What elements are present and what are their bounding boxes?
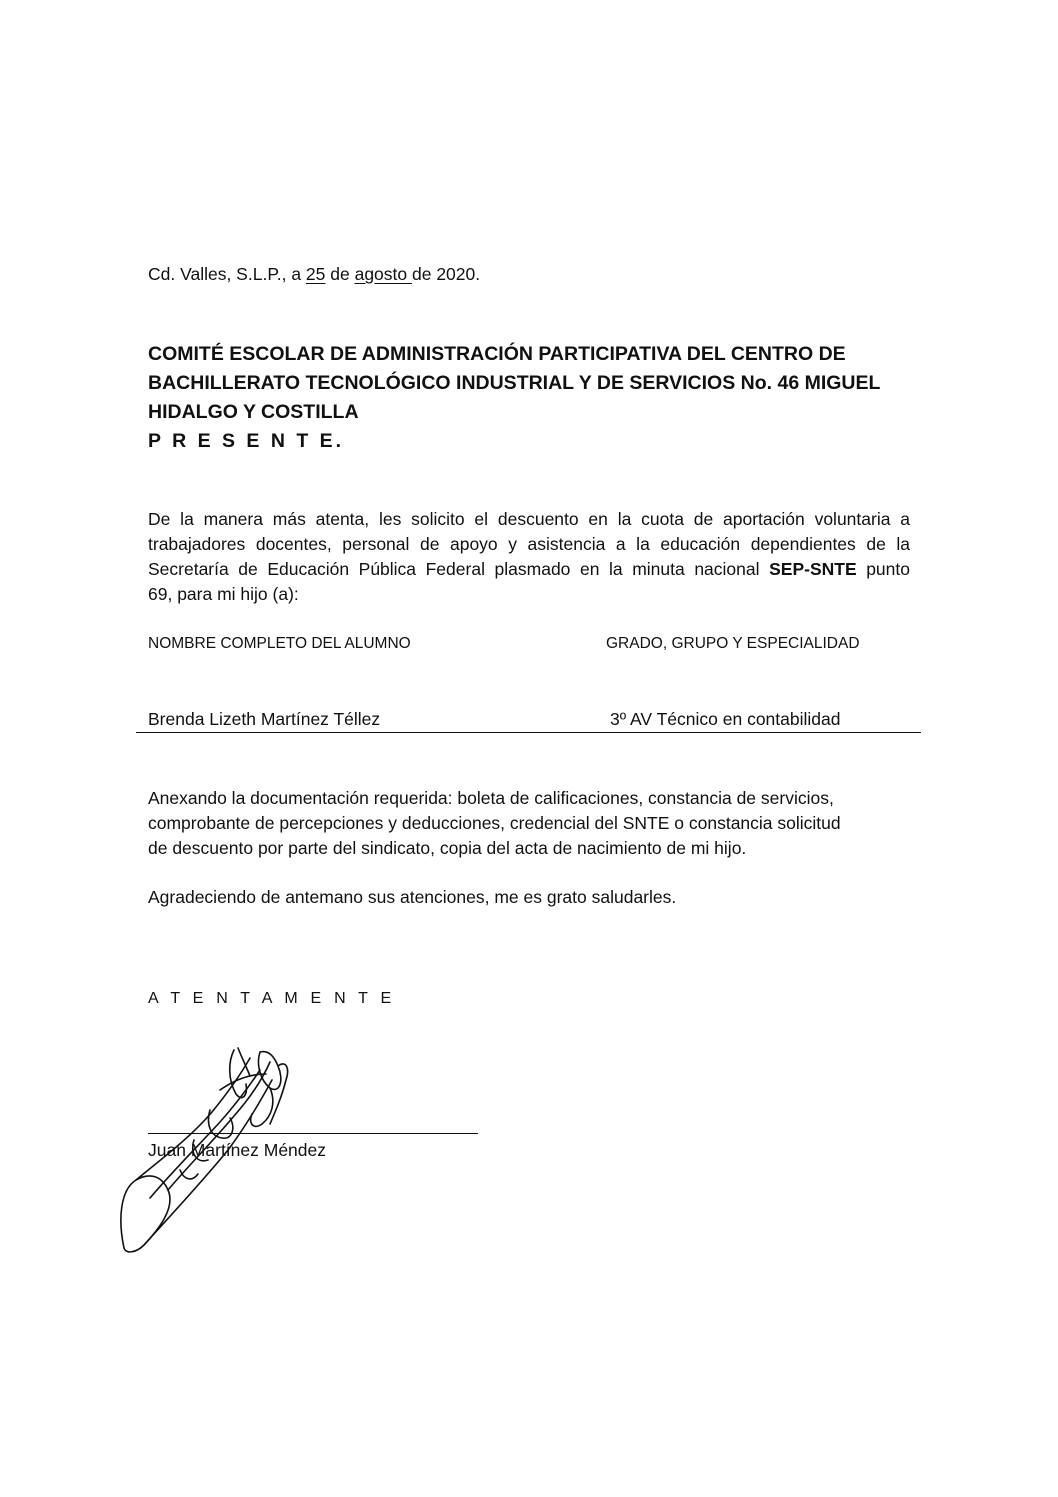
closing-atentamente: A T E N T A M E N T E <box>148 990 396 1007</box>
date-line <box>148 262 480 287</box>
body-line-3-suffix: punto <box>856 559 910 579</box>
annex-line-2: comprobante de percepciones y deducciones, credencial del SNTE o constancia solicitud <box>148 813 841 833</box>
student-name-header: NOMBRE COMPLETO DEL ALUMNO <box>148 635 411 652</box>
date-place: Cd. Valles, S.L.P., a <box>148 264 306 284</box>
body-line-3 <box>148 557 910 582</box>
annex-line-1: Anexando la documentación requerida: boleta de calificaciones, constancia de servicios, <box>148 788 834 808</box>
addressee-line-3: HIDALGO Y COSTILLA <box>148 401 359 423</box>
annex-line-3: de descuento por parte del sindicato, copia del acta de nacimiento de mi hijo. <box>148 838 747 858</box>
grade-underline <box>598 732 921 733</box>
signer-name: Juan Martínez Méndez <box>148 1140 327 1160</box>
student-name-value: Brenda Lizeth Martínez Téllez <box>148 709 381 729</box>
presente-heading: P R E S E N T E. <box>148 430 345 452</box>
sep-snte-bold: SEP-SNTE <box>769 559 857 579</box>
thanks-line: Agradeciendo de antemano sus atenciones, me es grato saludarles. <box>148 887 677 907</box>
grade-value: 3º AV Técnico en contabilidad <box>610 709 841 729</box>
student-name-underline <box>136 732 598 733</box>
date-year: de 2020. <box>412 264 481 284</box>
addressee-block <box>148 340 928 456</box>
handwritten-signature <box>110 1040 300 1265</box>
body-line-1: De la manera más atenta, les solicito el descuento en la cuota de aportación voluntaria a <box>148 509 910 529</box>
body-line-3-prefix: Secretaría de Educación Pública Federal plasmado en la minuta nacional <box>148 559 770 579</box>
addressee-line-2: BACHILLERATO TECNOLÓGICO INDUSTRIAL Y DE SERVICIOS No. 46 MIGUEL <box>148 372 881 394</box>
body-line-2: trabajadores docentes, personal de apoyo y asistencia a la educación dependientes de la <box>148 534 910 554</box>
body-line-4: 69, para mi hijo (a): <box>148 584 299 604</box>
grade-header: GRADO, GRUPO Y ESPECIALIDAD <box>606 635 860 652</box>
date-de: de <box>325 264 355 284</box>
annex-paragraph <box>148 786 908 861</box>
date-month: agosto <box>354 264 412 284</box>
request-paragraph <box>148 507 910 607</box>
addressee-line-1: COMITÉ ESCOLAR DE ADMINISTRACIÓN PARTICIPATIVA DEL CENTRO DE <box>148 343 846 365</box>
date-day: 25 <box>305 264 326 284</box>
